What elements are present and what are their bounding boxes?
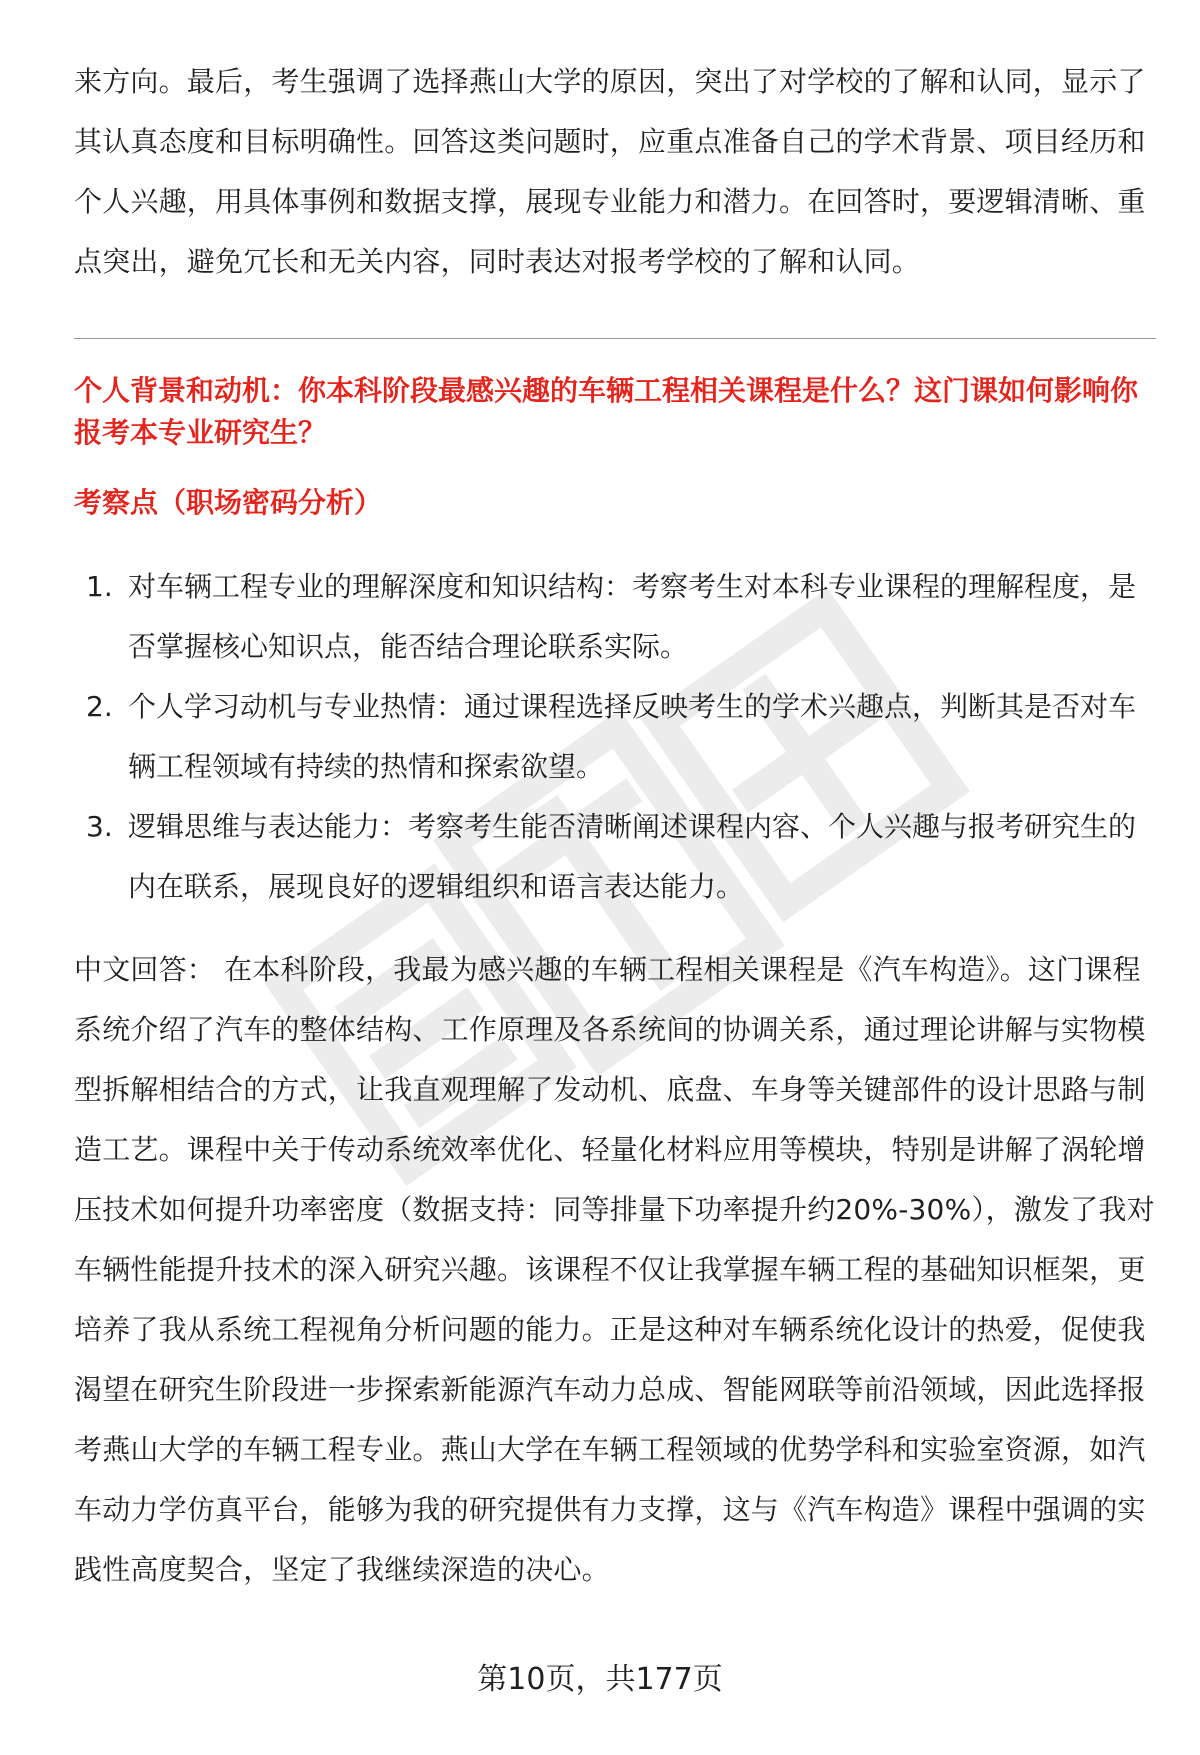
point-number: 1. [86,570,113,603]
intro-paragraph: 来方向。最后，考生强调了选择燕山大学的原因，突出了对学校的了解和认同，显示了其认真态度和目标明确性。回答这类问题时，应重点准备自己的学术背景、项目经历和个人兴趣，用具体事例和数据支撑，展现专业能力和潜力。在回答时，要逻辑清晰、重点突出，避免冗长和无关内容，同时表达对报考学校的了解和认同。 [74,65,1146,278]
analysis-points-list [74,557,1156,917]
question-heading: 个人背景和动机：你本科阶段最感兴趣的车辆工程相关课程是什么？这门课如何影响你报考本专业研究生？ [74,374,1139,449]
point-text: 对车辆工程专业的理解深度和知识结构：考察考生对本科专业课程的理解程度，是否掌握核心知识点，能否结合理论联系实际。 [128,570,1137,663]
point-text: 逻辑思维与表达能力：考察考生能否清晰阐述课程内容、个人兴趣与报考研究生的内在联系，展现良好的逻辑组织和语言表达能力。 [128,810,1137,903]
point-text: 个人学习动机与专业热情：通过课程选择反映考生的学术兴趣点，判断其是否对车辆工程领域有持续的热情和探索欲望。 [128,690,1137,783]
point-number: 2. [86,690,113,723]
point-number: 3. [86,810,113,843]
section-divider [74,338,1156,339]
analysis-point [74,677,1156,797]
answer-paragraph: 中文回答： 在本科阶段，我最为感兴趣的车辆工程相关课程是《汽车构造》。这门课程系统介绍了汽车的整体结构、工作原理及各系统间的协调关系，通过理论讲解与实物模型拆解相结合的方式，让我直观理解了发动机、底盘、车身等关键部件的设计思路与制造工艺。课程中关于传动系统效率优化、轻量化材料应用等模块，特别是讲解了涡轮增压技术如何提升功率密度（数据支持：同等排量下功率提升约20%-30%），激发了我对车辆性能提升技术的深入研究兴趣。该课程不仅让我掌握车辆工程的基础知识框架，更培养了我从系统工程视角分析问题的能力。正是这种对车辆系统化设计的热爱，促使我渴望在研究生阶段进一步探索新能源汽车动力总成、智能网联等前沿领域，因此选择报考燕山大学的车辆工程专业。燕山大学在车辆工程领域的优势学科和实验室资源，如汽车动力学仿真平台，能够为我的研究提供有力支撑，这与《汽车构造》课程中强调的实践性高度契合，坚定了我继续深造的决心。 [74,953,1155,1586]
page-number-footer: 第10页，共177页 [477,1662,723,1697]
analysis-heading: 考察点（职场密码分析） [74,486,383,519]
analysis-point [74,797,1156,917]
analysis-point [74,557,1156,677]
